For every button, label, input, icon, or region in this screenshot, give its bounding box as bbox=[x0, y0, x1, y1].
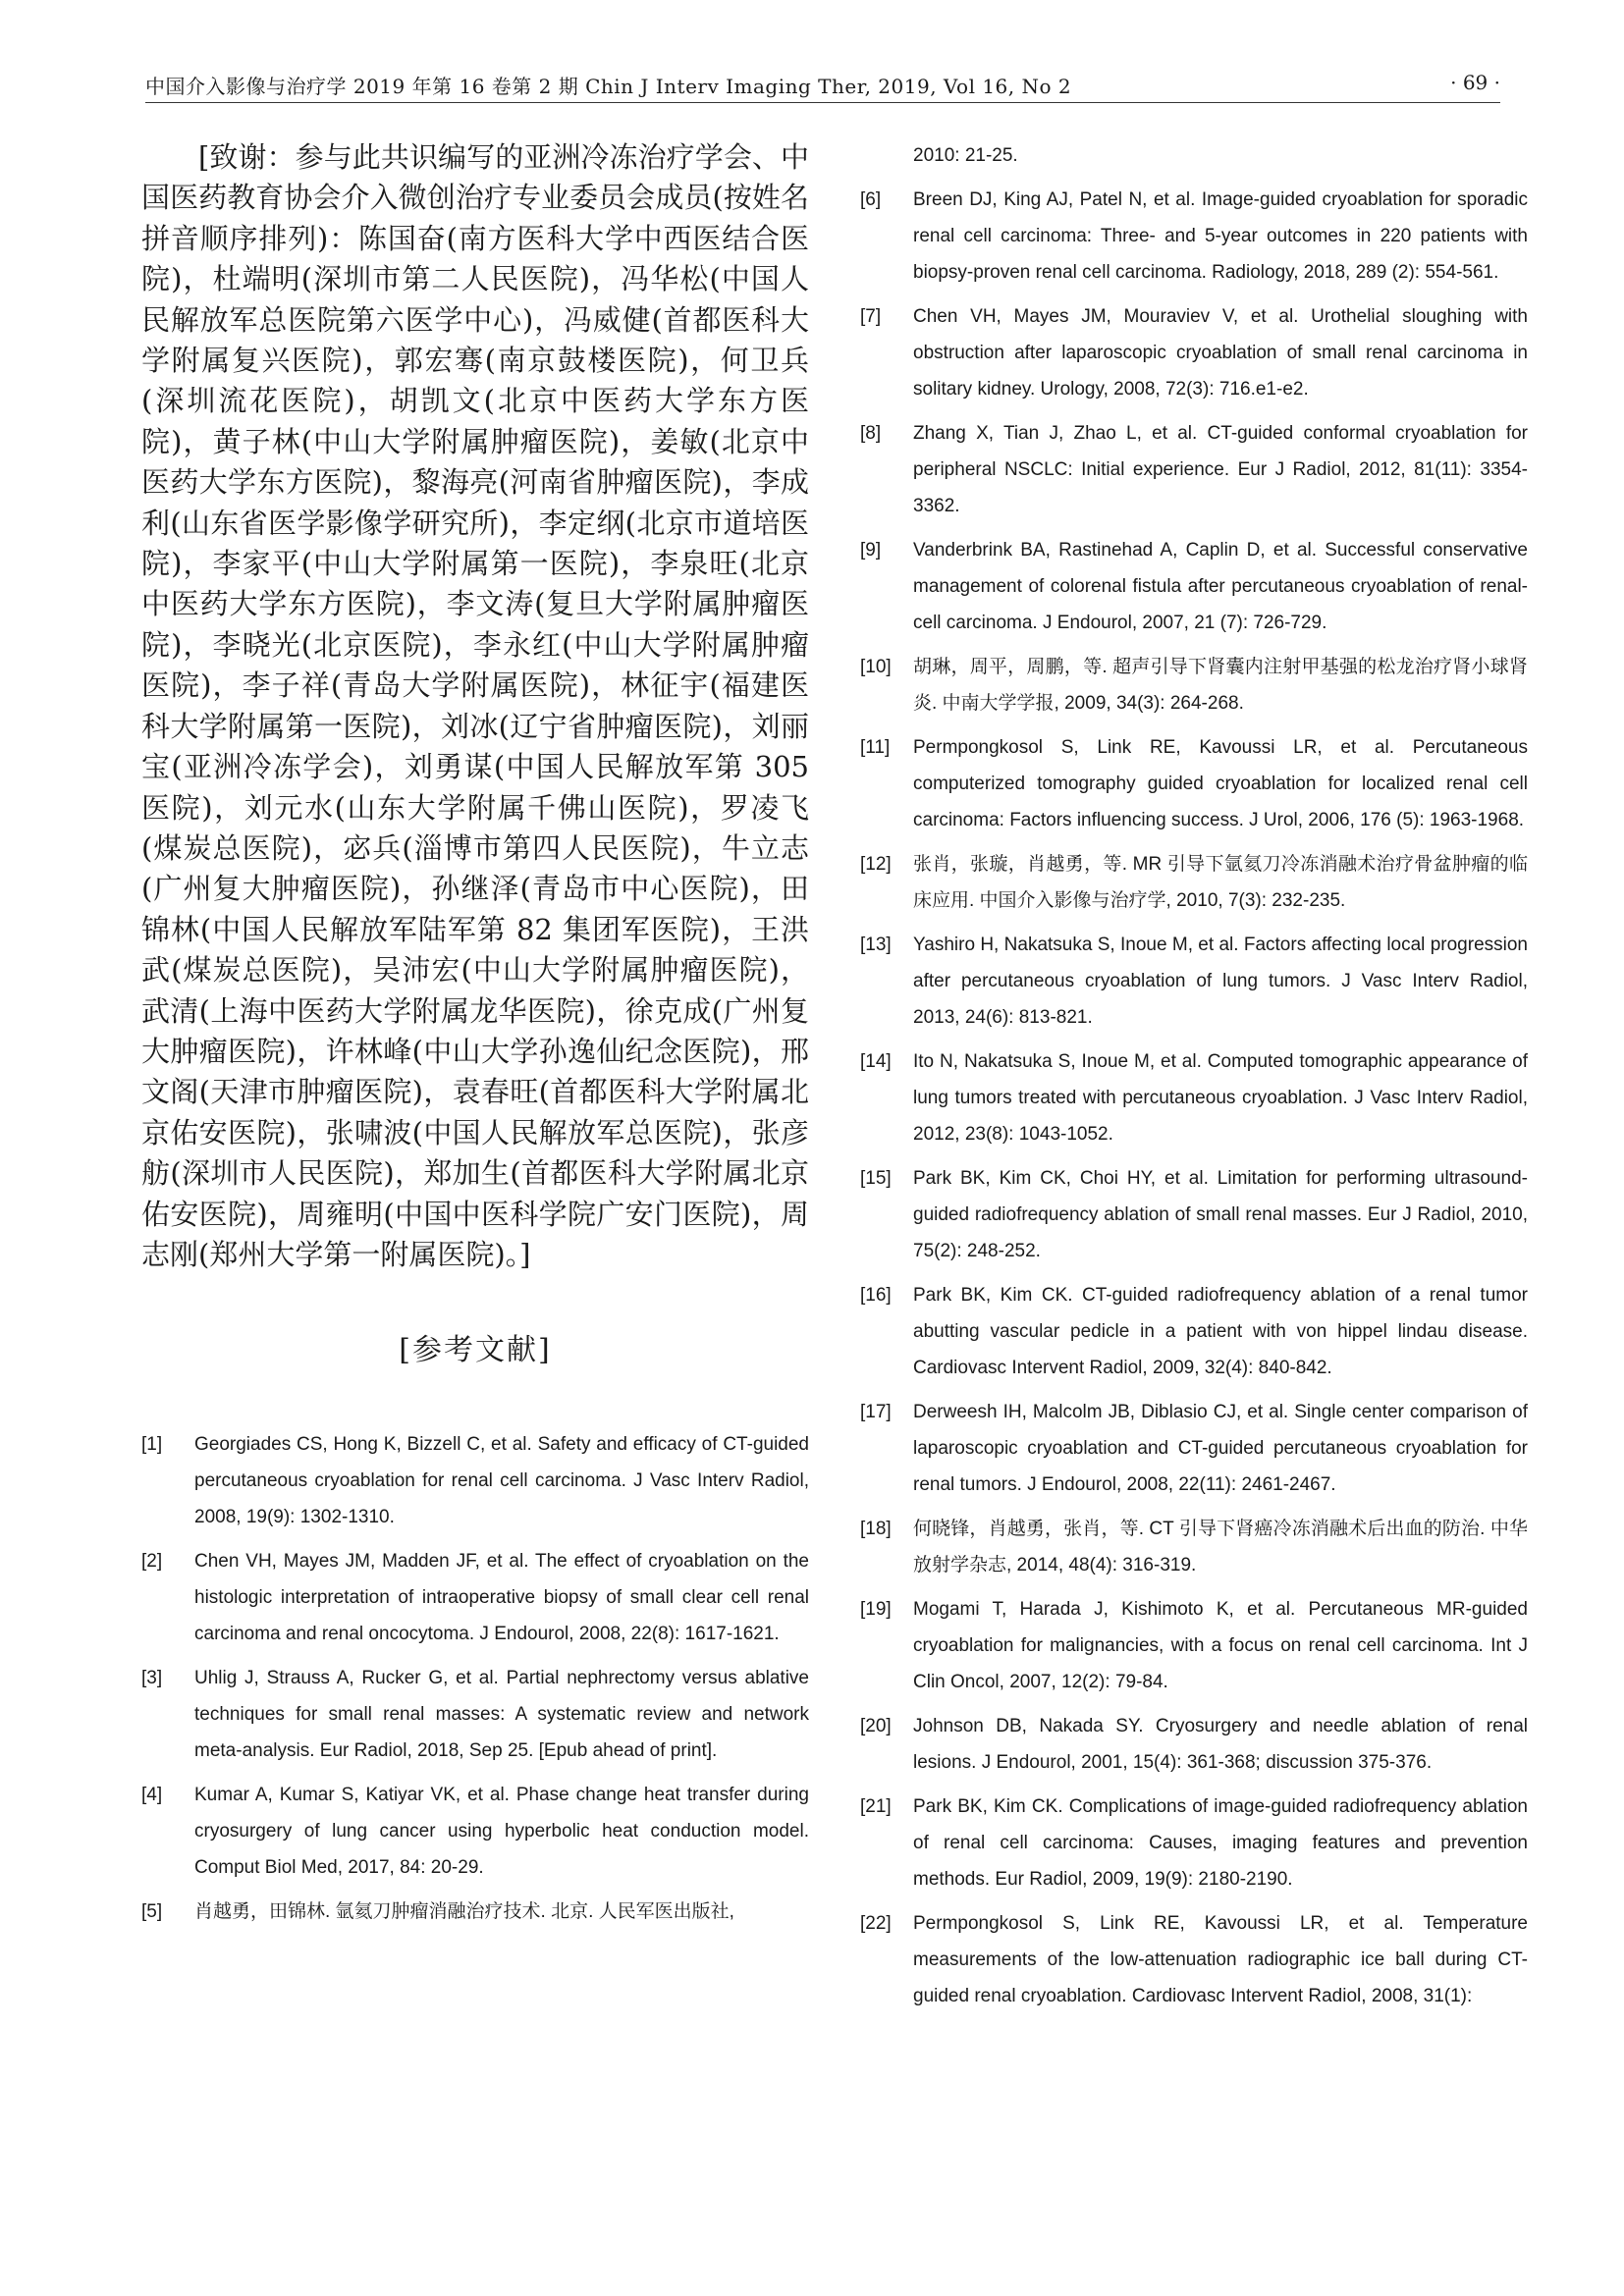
reference-number: [10] bbox=[860, 657, 892, 677]
reference-number: [11] bbox=[860, 737, 891, 758]
reference-text: 何晓锋，肖越勇，张肖，等. CT 引导下肾癌冷冻消融术后出血的防治. 中华放射学杂志, 2014, 48(4): 316-319. bbox=[913, 1519, 1528, 1575]
reference-item bbox=[860, 532, 1528, 641]
reference-text: Derweesh IH, Malcolm JB, Diblasio CJ, et al. Single center comparison of laparoscopic cryoablation and CT-guided percutaneous cryoablation for renal tumors. J Endourol, 2008, 22(11): 2461-2467. bbox=[913, 1402, 1528, 1495]
reference-text: Ito N, Nakatsuka S, Inoue M, et al. Computed tomographic appearance of lung tumors treated with percutaneous cryoablation. J Vasc Interv Radiol, 2012, 23(8): 1043-1052. bbox=[913, 1051, 1528, 1145]
reference-item bbox=[860, 298, 1528, 407]
reference-number: [20] bbox=[860, 1716, 892, 1736]
reference-number: [22] bbox=[860, 1913, 892, 1934]
references-list-right bbox=[860, 182, 1528, 2014]
reference-text: 肖越勇，田锦林. 氩氦刀肿瘤消融治疗技术. 北京. 人民军医出版社, bbox=[194, 1901, 734, 1923]
reference-number: [19] bbox=[860, 1599, 892, 1620]
reference-item bbox=[860, 649, 1528, 721]
reference-item bbox=[860, 927, 1528, 1036]
reference-item bbox=[860, 1708, 1528, 1781]
reference-number: [17] bbox=[860, 1402, 892, 1422]
reference-5-continuation: 2010: 21-25. bbox=[913, 145, 1018, 166]
reference-text: Zhang X, Tian J, Zhao L, et al. CT-guided conformal cryoablation for peripheral NSCLC: Initial experience. Eur J Radiol, 2012, 81(11): 3354-3362. bbox=[913, 423, 1528, 516]
reference-number: [6] bbox=[860, 189, 882, 210]
reference-number: [9] bbox=[860, 540, 882, 561]
reference-item bbox=[141, 1543, 809, 1652]
reference-text: Park BK, Kim CK. Complications of image-guided radiofrequency ablation of renal cell carcinoma: Causes, imaging features and prevention methods. Eur Radiol, 2009, 19(9): 2180-2190. bbox=[913, 1796, 1528, 1890]
reference-number: [13] bbox=[860, 934, 892, 955]
reference-text: Breen DJ, King AJ, Patel N, et al. Image-guided cryoablation for sporadic renal cell carcinoma: Three- and 5-year outcomes in 220 patients with biopsy-proven renal cell carcinoma. Radiology, 2018, 289 (2): 554-561. bbox=[913, 189, 1528, 283]
acknowledgement: [致谢：参与此共识编写的亚洲冷冻治疗学会、中国医药教育协会介入微创治疗专业委员会成员(按姓名拼音顺序排列)：陈国奋(南方医科大学中西医结合医院)，杜端明(深圳市第二人民医院)，冯华松(中国人民解放军总医院第六医学中心)，冯威健(首都医科大学附属复兴医院)，郭宏骞(南京鼓楼医院)，何卫兵(深圳流花医院)，胡凯文(北京中医药大学东方医院)，黄子林(中山大学附属肿瘤医院)，姜敏(北京中医药大学东方医院)，黎海亮(河南省肿瘤医院)，李成利(山东省医学影像学研究所)，李定纲(北京市道培医院)，李家平(中山大学附属第一医院)，李泉旺(北京中医药大学东方医院)，李文涛(复旦大学附属肿瘤医院)，李晓光(北京医院)，李永红(中山大学附属肿瘤医院)，李子祥(青岛大学附属医院)，林征宇(福建医科大学附属第一医院)，刘冰(辽宁省肿瘤医院)，刘丽宝(亚洲冷冻学会)，刘勇谋(中国人民解放军第 305 医院)，刘元水(山东大学附属千佛山医院)，罗凌飞(煤炭总医院)，宓兵(淄博市第四人民医院)，牛立志(广州复大肿瘤医院)，孙继泽(青岛市中心医院)，田锦林(中国人民解放军陆军第 82 集团军医院)，王洪武(煤炭总医院)，吴沛宏(中山大学附属肿瘤医院)，武清(上海中医药大学附属龙华医院)，徐克成(广州复大肿瘤医院)，许林峰(中山大学孙逸仙纪念医院)，邢文阁(天津市肿瘤医院)，袁春旺(首都医科大学附属北京佑安医院)，张啸波(中国人民解放军总医院)，张彦舫(深圳市人民医院)，郑加生(首都医科大学附属北京佑安医院)，周雍明(中国中医科学院广安门医院)，周志刚(郑州大学第一附属医院)。] bbox=[141, 140, 809, 1271]
reference-number: [2] bbox=[141, 1551, 163, 1573]
reference-item bbox=[860, 1160, 1528, 1269]
reference-item bbox=[860, 182, 1528, 291]
reference-number: [18] bbox=[860, 1519, 892, 1539]
reference-number: [15] bbox=[860, 1168, 892, 1189]
references-list-left bbox=[141, 1426, 809, 1930]
reference-number: [16] bbox=[860, 1285, 892, 1306]
header-rule bbox=[145, 102, 1500, 103]
reference-number: [4] bbox=[141, 1785, 163, 1806]
reference-number: [8] bbox=[860, 423, 882, 444]
reference-item bbox=[860, 1043, 1528, 1152]
reference-item bbox=[860, 1511, 1528, 1583]
journal-citation: 中国介入影像与治疗学 2019 年第 16 卷第 2 期 Chin J Interv Imaging Ther, 2019, Vol 16, No 2 bbox=[145, 75, 1072, 98]
reference-item bbox=[860, 415, 1528, 524]
reference-text: Georgiades CS, Hong K, Bizzell C, et al. Safety and efficacy of CT-guided percutaneous cryoablation for renal cell carcinoma. J Vasc Interv Radiol, 2008, 19(9): 1302-1310. bbox=[194, 1434, 809, 1528]
reference-item bbox=[860, 1394, 1528, 1503]
reference-item bbox=[860, 1905, 1528, 2014]
reference-text: Kumar A, Kumar S, Katiyar VK, et al. Phase change heat transfer during cryosurgery of lung cancer using hyperbolic heat conduction model. Comput Biol Med, 2017, 84: 20-29. bbox=[194, 1785, 809, 1879]
reference-item bbox=[141, 1426, 809, 1535]
reference-item bbox=[860, 846, 1528, 919]
reference-number: [7] bbox=[860, 306, 882, 327]
reference-number: [1] bbox=[141, 1434, 163, 1456]
reference-item bbox=[860, 1591, 1528, 1700]
reference-text: 胡琳，周平，周鹏，等. 超声引导下肾囊内注射甲基强的松龙治疗肾小球肾炎. 中南大学学报, 2009, 34(3): 264-268. bbox=[913, 657, 1528, 714]
reference-item bbox=[141, 1894, 809, 1930]
reference-number: [14] bbox=[860, 1051, 892, 1072]
reference-number: [21] bbox=[860, 1796, 892, 1817]
reference-text: Chen VH, Mayes JM, Mouraviev V, et al. Urothelial sloughing with obstruction after laparoscopic cryoablation of small renal carcinoma in solitary kidney. Urology, 2008, 72(3): 716.e1-e2. bbox=[913, 306, 1528, 400]
page-number: · 69 · bbox=[1450, 71, 1500, 94]
reference-item bbox=[860, 729, 1528, 838]
reference-text: Park BK, Kim CK, Choi HY, et al. Limitation for performing ultrasound-guided radiofrequency ablation of small renal masses. Eur J Radiol, 2010, 75(2): 248-252. bbox=[913, 1168, 1528, 1261]
reference-number: [12] bbox=[860, 854, 892, 875]
reference-item bbox=[860, 1277, 1528, 1386]
reference-text: Yashiro H, Nakatsuka S, Inoue M, et al. Factors affecting local progression after percutaneous cryoablation of lung tumors. J Vasc Interv Radiol, 2013, 24(6): 813-821. bbox=[913, 934, 1528, 1028]
references-heading: [参考文献] bbox=[399, 1333, 552, 1368]
reference-text: Permpongkosol S, Link RE, Kavoussi LR, et al. Percutaneous computerized tomography guided cryoablation for localized renal cell carcinoma: Factors influencing success. J Urol, 2006, 176 (5): 1963-1968. bbox=[913, 737, 1528, 830]
right-column bbox=[860, 137, 1528, 2022]
reference-text: Permpongkosol S, Link RE, Kavoussi LR, et al. Temperature measurements of the low-attenuation radiographic ice ball during CT-guided renal cryoablation. Cardiovasc Intervent Radiol, 2008, 31(1): bbox=[913, 1913, 1528, 2006]
left-column bbox=[141, 137, 809, 1938]
running-header bbox=[145, 71, 1500, 104]
reference-item bbox=[860, 1789, 1528, 1897]
reference-item bbox=[141, 1777, 809, 1886]
reference-text: Park BK, Kim CK. CT-guided radiofrequency ablation of a renal tumor abutting vascular pedicle in a patient with von hippel lindau disease. Cardiovasc Intervent Radiol, 2009, 32(4): 840-842. bbox=[913, 1285, 1528, 1378]
reference-number: [3] bbox=[141, 1668, 163, 1689]
reference-text: 张肖，张璇，肖越勇，等. MR 引导下氩氦刀冷冻消融术治疗骨盆肿瘤的临床应用. 中国介入影像与治疗学, 2010, 7(3): 232-235. bbox=[913, 854, 1528, 911]
reference-item bbox=[141, 1660, 809, 1769]
reference-text: Vanderbrink BA, Rastinehad A, Caplin D, et al. Successful conservative management of colorenal fistula after percutaneous cryoablation of renal-cell carcinoma. J Endourol, 2007, 21 (7): 726-729. bbox=[913, 540, 1528, 633]
reference-number: [5] bbox=[141, 1901, 163, 1923]
reference-text: Johnson DB, Nakada SY. Cryosurgery and needle ablation of renal lesions. J Endourol, 2001, 15(4): 361-368; discussion 375-376. bbox=[913, 1716, 1528, 1773]
reference-text: Uhlig J, Strauss A, Rucker G, et al. Partial nephrectomy versus ablative techniques for small renal masses: A systematic review and network meta-analysis. Eur Radiol, 2018, Sep 25. [Epub ahead of print]. bbox=[194, 1668, 809, 1762]
reference-text: Chen VH, Mayes JM, Madden JF, et al. The effect of cryoablation on the histologic interpretation of intraoperative biopsy of small clear cell renal carcinoma and renal oncocytoma. J Endourol, 2008, 22(8): 1617-1621. bbox=[194, 1551, 809, 1645]
reference-text: Mogami T, Harada J, Kishimoto K, et al. Percutaneous MR-guided cryoablation for malignancies, with a focus on renal cell carcinoma. Int J Clin Oncol, 2007, 12(2): 79-84. bbox=[913, 1599, 1528, 1692]
